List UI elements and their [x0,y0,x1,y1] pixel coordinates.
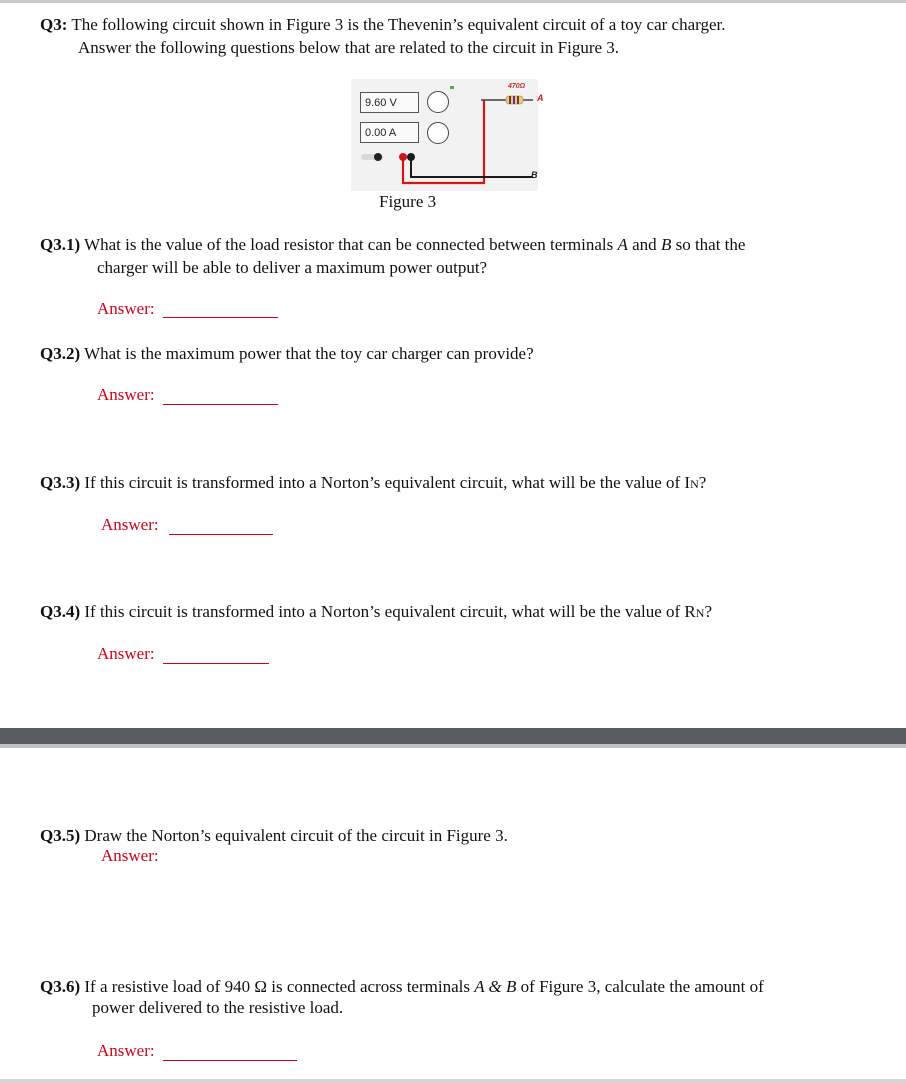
q34-answer-label: Answer: [97,644,155,663]
q31-answer-label: Answer: [97,299,155,318]
q3-label: Q3: [40,15,68,34]
q31-term-b: B [660,235,672,254]
resistor-label: 470Ω [508,83,526,90]
q36-line1 [40,976,900,997]
q33-subscript: N [690,477,699,491]
q3-intro-line2: Answer the following questions below that are related to the circuit in Figure 3. [78,38,620,57]
bottom-border [0,1079,906,1083]
q31-text-a: What is the value of the load resistor that can be connected between terminals [80,235,618,254]
q33-answer-blank[interactable] [169,534,273,535]
q36-label: Q3.6) [40,977,81,996]
q35-answer-label: Answer: [101,846,159,865]
terminal-a-label: A [537,93,544,103]
q33-end: ? [698,473,707,492]
q31-term-a: A [617,235,628,254]
q34-end: ? [704,602,712,621]
q32-answer-label: Answer: [97,385,155,404]
q31-text-and: and [627,235,661,254]
q36-answer-blank[interactable] [163,1060,297,1061]
q35-label: Q3.5) [40,826,81,845]
q31-text-b: so that the [671,235,746,254]
circuit-wiring [351,79,538,191]
q34-line [40,601,900,624]
current-display: 0.00 A [360,122,419,143]
page-divider [0,728,906,744]
red-wire [403,100,484,183]
q36-text-b: of Figure 3, calculate the amount of [516,977,764,996]
top-border [0,0,906,3]
q31-line1 [40,234,900,255]
q36-answer-label: Answer: [97,1041,155,1060]
q33-answer-label: Answer: [101,515,159,534]
q36-terms: A & B [474,977,517,996]
black-wire [411,157,533,177]
q31-label: Q3.1) [40,235,81,254]
q32-label: Q3.2) [40,344,81,363]
q34-answer-blank[interactable] [163,663,269,664]
q32-text: What is the maximum power that the toy car charger can provide? [80,344,534,363]
q33-text: If this circuit is transformed into a Norton’s equivalent circuit, what will be the value of I [80,473,691,492]
q31-answer-blank[interactable] [163,317,278,318]
q31-line2: charger will be able to deliver a maximum power output? [97,258,488,277]
q36-line2: power delivered to the resistive load. [92,998,344,1017]
q34-label: Q3.4) [40,602,81,621]
q36-text-a: If a resistive load of 940 Ω is connected across terminals [80,977,475,996]
page-divider-shadow [0,744,906,748]
q33-line [40,472,900,495]
voltage-display: 9.60 V [360,92,419,113]
q35-text: Draw the Norton’s equivalent circuit of the circuit in Figure 3. [80,826,508,845]
terminal-b-label: B [531,170,538,180]
figure-3-caption: Figure 3 [379,192,437,211]
q32-answer-blank[interactable] [163,404,278,405]
q3-intro-line1 [40,14,900,35]
q34-subscript: N [695,606,705,620]
q33-label: Q3.3) [40,473,81,492]
q32-line [40,343,900,364]
positive-terminal-icon [399,153,407,161]
q34-text: If this circuit is transformed into a Norton’s equivalent circuit, what will be the value of R [80,602,696,621]
q3-text-line1: The following circuit shown in Figure 3 is the Thevenin’s equivalent circuit of a toy car charger. [67,15,726,34]
negative-terminal-icon [407,153,415,161]
figure-3-image [351,79,544,191]
q35-line [40,825,900,846]
